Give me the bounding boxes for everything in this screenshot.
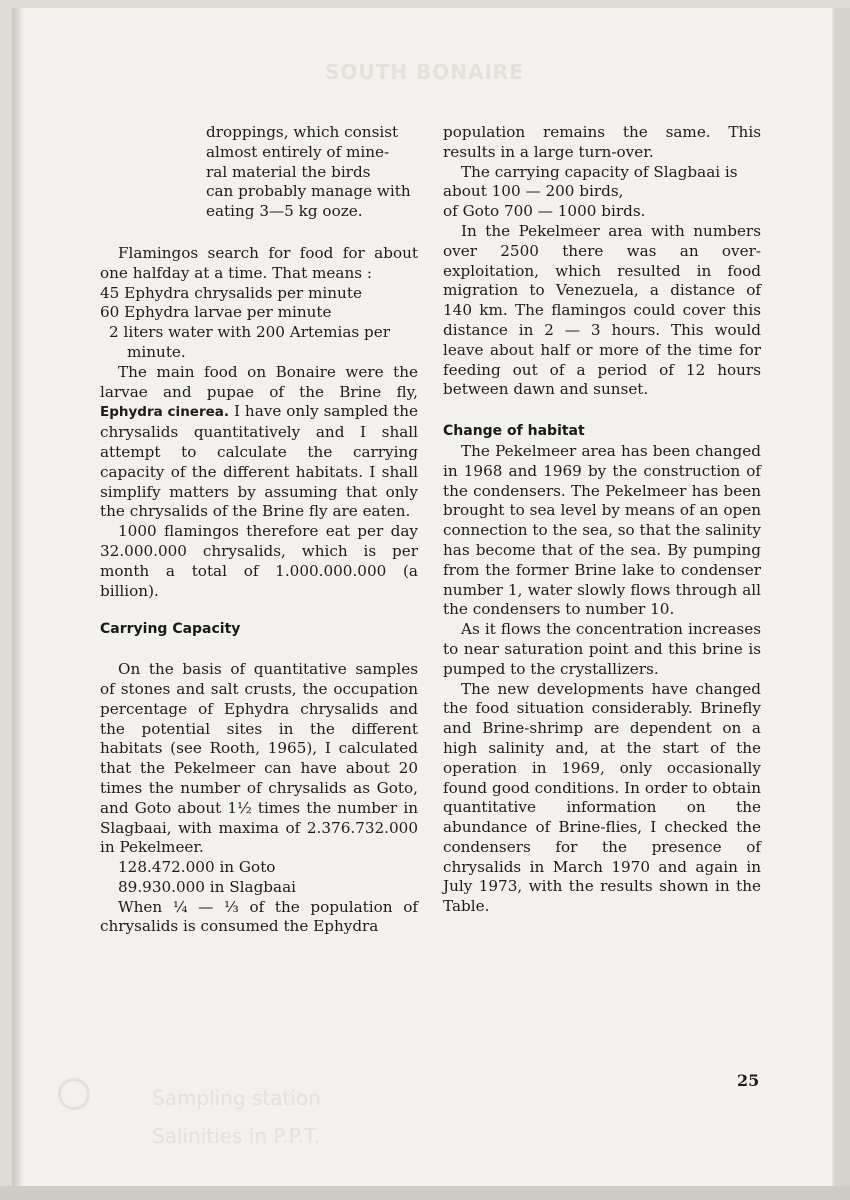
- page-edge: [834, 8, 850, 1186]
- paragraph-new-developments: The new developments have changed the food situation considerably. Brinefly and Brine-shrimp are dependent on a high salinity and, at the start of the operation in 1969, only occasionally found good conditions. In order to obtain quantitative information on the abundance of Brine-flies, I checked the condensers for the presence of chrysalids in March 1970 and again in July 1973, with the results shown in the Table.: [443, 679, 761, 916]
- quote-line: droppings, which consist: [206, 123, 399, 141]
- paragraph-condensers: The Pekelmeer area has been changed in 1968 and 1969 by the construction of the condensers. The Pekelmeer has been brought to sea level by means of an open connection to the sea, so that the salinity has become that of the sea. By pumping from the former Brine lake to condenser number 1, water slowly flows through all the condensers to number 10.: [443, 441, 761, 619]
- paragraph-text: The main food on Bonaire were the larvae and pupae of the Brine fly,: [100, 362, 418, 401]
- list-item: 60 Ephydra larvae per minute: [100, 303, 332, 322]
- section-heading: Change of habitat: [443, 423, 585, 440]
- bleed-through-legend-1: Sampling station: [152, 1086, 321, 1110]
- section-heading: Carrying Capacity: [100, 621, 241, 638]
- quote-line: can probably manage with: [206, 182, 411, 201]
- quote-line: almost entirely of mine-: [206, 142, 390, 161]
- paragraph-carrying-capacity: On the basis of quantitative samples of stones and salt crusts, the occupation percentage of Ephydra chrysalids and the potential sites in the different habitats (see Rooth, 1965), I calculated that the Pekelmeer can have about 20 times the number of chrysalids as Goto, and Goto about 1½ times the number in Slagbaai, with maxima of 2.376.732.000 in Pekelmeer.: [100, 660, 418, 857]
- paragraph-pekelmeer: In the Pekelmeer area with numbers over 2500 there was an over-exploitation, which resulted in food migration to Venezuela, a distance of 140 km. The flamingos could cover this distance in 2 — 3 hours. This would leave about half or more of the time for feeding out of a period of 12 hours between dawn and sunset.: [443, 221, 761, 399]
- paragraph-concentration: As it flows the concentration increases to near saturation point and this brine is pumped to the crystallizers.: [443, 620, 761, 678]
- paragraph-main-food: [100, 363, 418, 522]
- paragraph-consumption: 1000 flamingos therefore eat per day 32.000.000 chrysalids, which is per month a total of 1.000.000.000 (a billion).: [100, 522, 418, 600]
- left-column: [100, 123, 418, 937]
- paragraph-slagbaai-capacity: The carrying capacity of Slagbaai is about 100 — 200 birds,: [443, 162, 738, 201]
- max-goto: 128.472.000 in Goto: [118, 858, 276, 877]
- paragraph-turnover: population remains the same. This results in a large turn-over.: [443, 123, 761, 161]
- quote-line: ral material the birds: [206, 162, 371, 181]
- bleed-through-map-title: SOUTH BONAIRE: [325, 60, 524, 84]
- page-gutter: [12, 8, 24, 1186]
- bleed-through-circle-icon: [58, 1078, 90, 1110]
- paragraph-text: I have only sampled the chrysalids quantitatively and I shall attempt to calculate the carrying capacity of the different habitats. I shall simplify matters by assuming that only the chrysalids of the Brine fly are eaten.: [100, 402, 418, 521]
- goto-capacity: of Goto 700 — 1000 birds.: [443, 202, 646, 221]
- right-column: [443, 123, 761, 917]
- bleed-through-legend-2: Salinities in P.P.T.: [152, 1124, 321, 1148]
- list-item: 2 liters water with 200 Artemias per minute.: [109, 323, 391, 361]
- quote-line: eating 3—5 kg ooze.: [206, 202, 363, 221]
- species-name: Ephydra cinerea.: [100, 404, 230, 421]
- list-item: 45 Ephydra chrysalids per minute: [100, 283, 362, 302]
- quoted-continuation: [206, 123, 418, 222]
- paragraph-feeding-time: Flamingos search for food for about one halfday at a time. That means :: [100, 243, 418, 282]
- page-number: 25: [737, 1071, 760, 1090]
- paragraph-consumed: When ¼ — ⅓ of the population of chrysalids is consumed the Ephydra: [100, 897, 418, 936]
- page-bottom-edge: [0, 1186, 850, 1200]
- max-slagbaai: 89.930.000 in Slagbaai: [118, 877, 296, 896]
